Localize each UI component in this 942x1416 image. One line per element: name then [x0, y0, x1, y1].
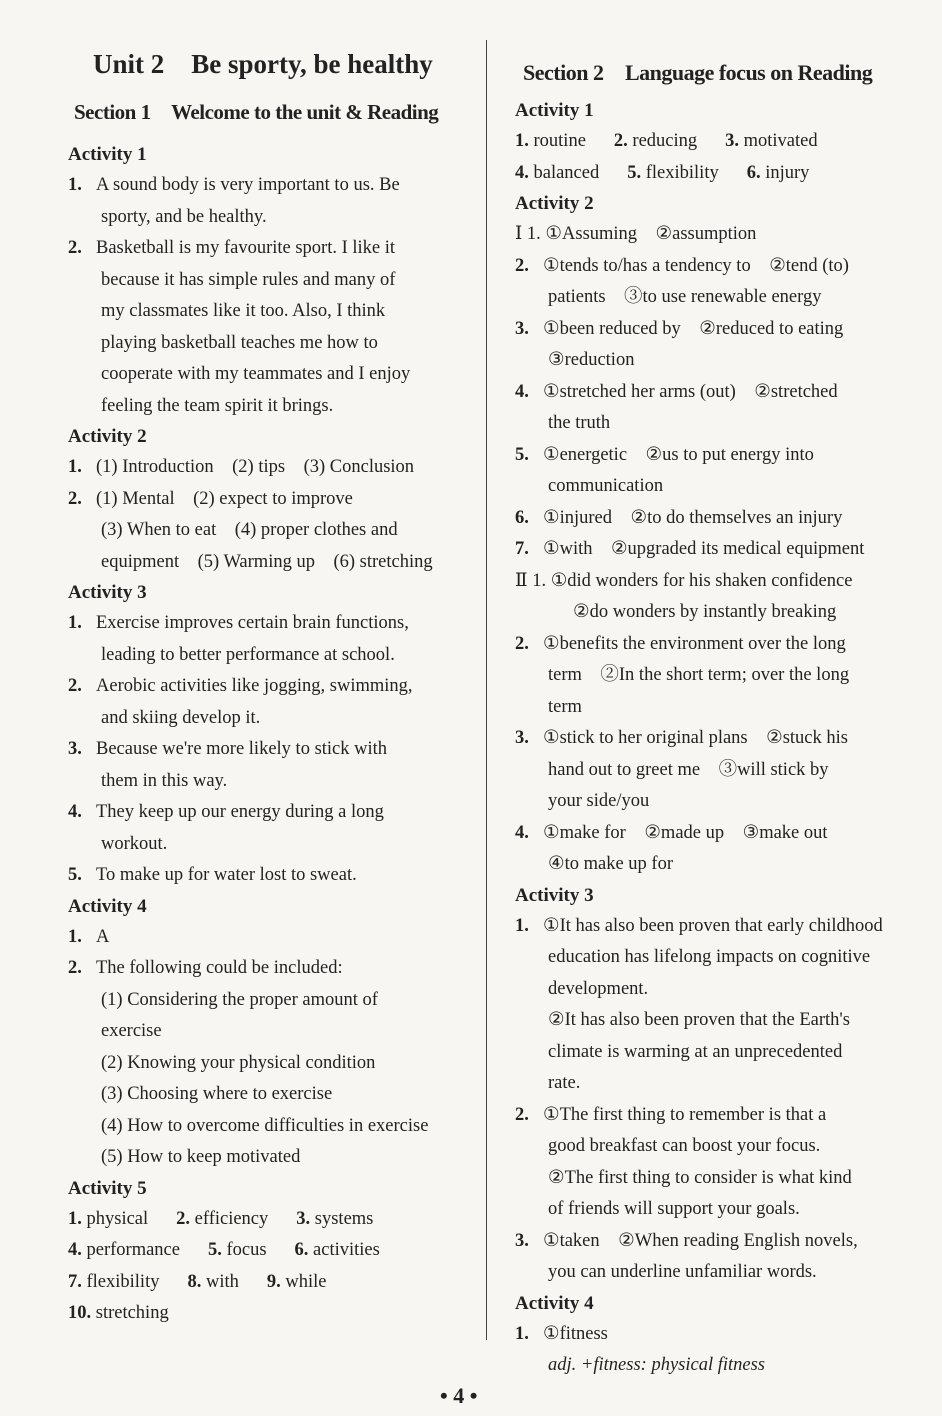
list-item: 1. A sound body is very important to us. Be	[68, 175, 400, 195]
activity-1-heading: Activity 1	[515, 100, 594, 121]
list-item-cont: (3) Choosing where to exercise	[101, 1084, 333, 1104]
list-item: 1. ①It has also been proven that early childhood	[515, 915, 883, 936]
section2-title: Section 2 Language focus on Reading	[523, 60, 873, 85]
list-item-cont: ②The first thing to consider is what kind	[548, 1167, 852, 1188]
list-item-cont: equipment (5) Warming up (6) stretching	[101, 551, 433, 572]
section1-body	[68, 140, 478, 1330]
activity-2-heading: Activity 2	[68, 426, 147, 447]
list-item-cont: your side/you	[548, 791, 650, 811]
list-item-cont: ④to make up for	[548, 854, 673, 874]
list-item-cont: (1) Considering the proper amount of	[101, 989, 378, 1010]
activity-5-heading: Activity 5	[68, 1177, 147, 1199]
list-item-cont: my classmates like it too. Also, I think	[101, 301, 386, 321]
section1-title: Section 1 Welcome to the unit & Reading	[74, 100, 439, 124]
page-number: • 4 •	[440, 1383, 478, 1408]
list-item-cont: the truth	[548, 413, 611, 433]
list-item-cont: rate.	[548, 1073, 581, 1093]
list-item-cont: (3) When to eat (4) proper clothes and	[101, 520, 398, 540]
list-item: 1. A	[68, 926, 110, 947]
list-item-cont: patients ③to use renewable energy	[548, 287, 822, 307]
part-1-item-1: Ⅰ 1. ①Assuming ②assumption	[515, 224, 757, 244]
list-item-cont: leading to better performance at school.	[101, 644, 395, 665]
answer-row: 4. performance 5. focus 6. activities	[68, 1240, 380, 1260]
activity-4-heading: Activity 4	[515, 1292, 594, 1314]
section2-body	[515, 96, 927, 1382]
list-item: 4. They keep up our energy during a long	[68, 802, 384, 822]
list-item-cont: education has lifelong impacts on cognitive	[548, 947, 871, 967]
list-item: 2. (1) Mental (2) expect to improve	[68, 488, 353, 509]
list-item-cont: term ②In the short term; over the long	[548, 665, 850, 685]
list-item-cont: exercise	[101, 1021, 162, 1041]
activity-3-heading: Activity 3	[515, 884, 594, 906]
list-item: 4. ①make for ②made up ③make out	[515, 822, 828, 843]
list-item-cont: development.	[548, 978, 649, 999]
list-item-cont: ②do wonders by instantly breaking	[573, 602, 837, 622]
list-item-cont: because it has simple rules and many of	[101, 269, 396, 290]
list-item: 2. ①benefits the environment over the long	[515, 633, 846, 654]
answer-row: 1. routine 2. reducing 3. motivated	[515, 131, 818, 151]
activity-1-heading: Activity 1	[68, 144, 147, 165]
list-item-cont: hand out to greet me ③will stick by	[548, 759, 829, 780]
list-item-cont: workout.	[101, 833, 168, 854]
list-item: 1. (1) Introduction (2) tips (3) Conclusion	[68, 457, 415, 477]
list-item: 5. To make up for water lost to sweat.	[68, 865, 357, 885]
answer-row: 4. balanced 5. flexibility 6. injury	[515, 162, 810, 183]
list-item: 3. ①been reduced by ②reduced to eating	[515, 318, 844, 339]
list-item: 2. Aerobic activities like jogging, swimming,	[68, 676, 413, 696]
list-item-cont: playing basketball teaches me how to	[101, 332, 378, 353]
list-item-cont: ②It has also been proven that the Earth's	[548, 1010, 850, 1030]
list-item: 5. ①energetic ②us to put energy into	[515, 444, 814, 465]
list-item-cont: ③reduction	[548, 350, 635, 370]
list-item-cont: (5) How to keep motivated	[101, 1147, 301, 1167]
list-item: 2. Basketball is my favourite sport. I like it	[68, 238, 396, 258]
list-item: 2. ①tends to/has a tendency to ②tend (to)	[515, 255, 849, 276]
list-item: 1. Exercise improves certain brain functions,	[68, 613, 409, 633]
list-item: 6. ①injured ②to do themselves an injury	[515, 507, 843, 528]
list-item: 3. ①stick to her original plans ②stuck his	[515, 728, 848, 748]
list-item: 4. ①stretched her arms (out) ②stretched	[515, 381, 838, 402]
list-item: 1. ①fitness	[515, 1323, 608, 1344]
answer-row: 1. physical 2. efficiency 3. systems	[68, 1208, 374, 1229]
list-item-cont: of friends will support your goals.	[548, 1199, 800, 1219]
list-item-cont: (2) Knowing your physical condition	[101, 1052, 376, 1073]
list-item-cont: sporty, and be healthy.	[101, 206, 267, 227]
list-item: 3. Because we're more likely to stick with	[68, 739, 388, 759]
list-item: 2. ①The first thing to remember is that a	[515, 1104, 827, 1125]
activity-2-heading: Activity 2	[515, 193, 594, 214]
list-item-cont: and skiing develop it.	[101, 707, 261, 728]
activity-3-heading: Activity 3	[68, 582, 147, 603]
answer-row: 7. flexibility 8. with 9. while	[68, 1271, 327, 1292]
list-item-cont: cooperate with my teammates and I enjoy	[101, 364, 411, 384]
list-item-cont: (4) How to overcome difficulties in exercise	[101, 1115, 429, 1136]
column-divider	[486, 40, 487, 1340]
list-item-cont: adj. +fitness: physical fitness	[548, 1355, 765, 1375]
list-item-cont: them in this way.	[101, 770, 228, 791]
list-item-cont: good breakfast can boost your focus.	[548, 1136, 821, 1156]
list-item-cont: climate is warming at an unprecedented	[548, 1041, 843, 1062]
list-item: 3. ①taken ②When reading English novels,	[515, 1230, 858, 1251]
activity-4-heading: Activity 4	[68, 895, 147, 917]
list-item: 2. The following could be included:	[68, 958, 343, 978]
unit-title: Unit 2 Be sporty, be healthy	[93, 49, 433, 79]
answer-row: 10. stretching	[68, 1303, 169, 1323]
list-item-cont: you can underline unfamiliar words.	[548, 1262, 817, 1282]
list-item-cont: communication	[548, 476, 664, 496]
part-2-item-1: Ⅱ 1. ①did wonders for his shaken confidence	[515, 570, 853, 591]
list-item-cont: feeling the team spirit it brings.	[101, 395, 334, 416]
list-item: 7. ①with ②upgraded its medical equipment	[515, 539, 865, 559]
list-item-cont: term	[548, 696, 582, 717]
